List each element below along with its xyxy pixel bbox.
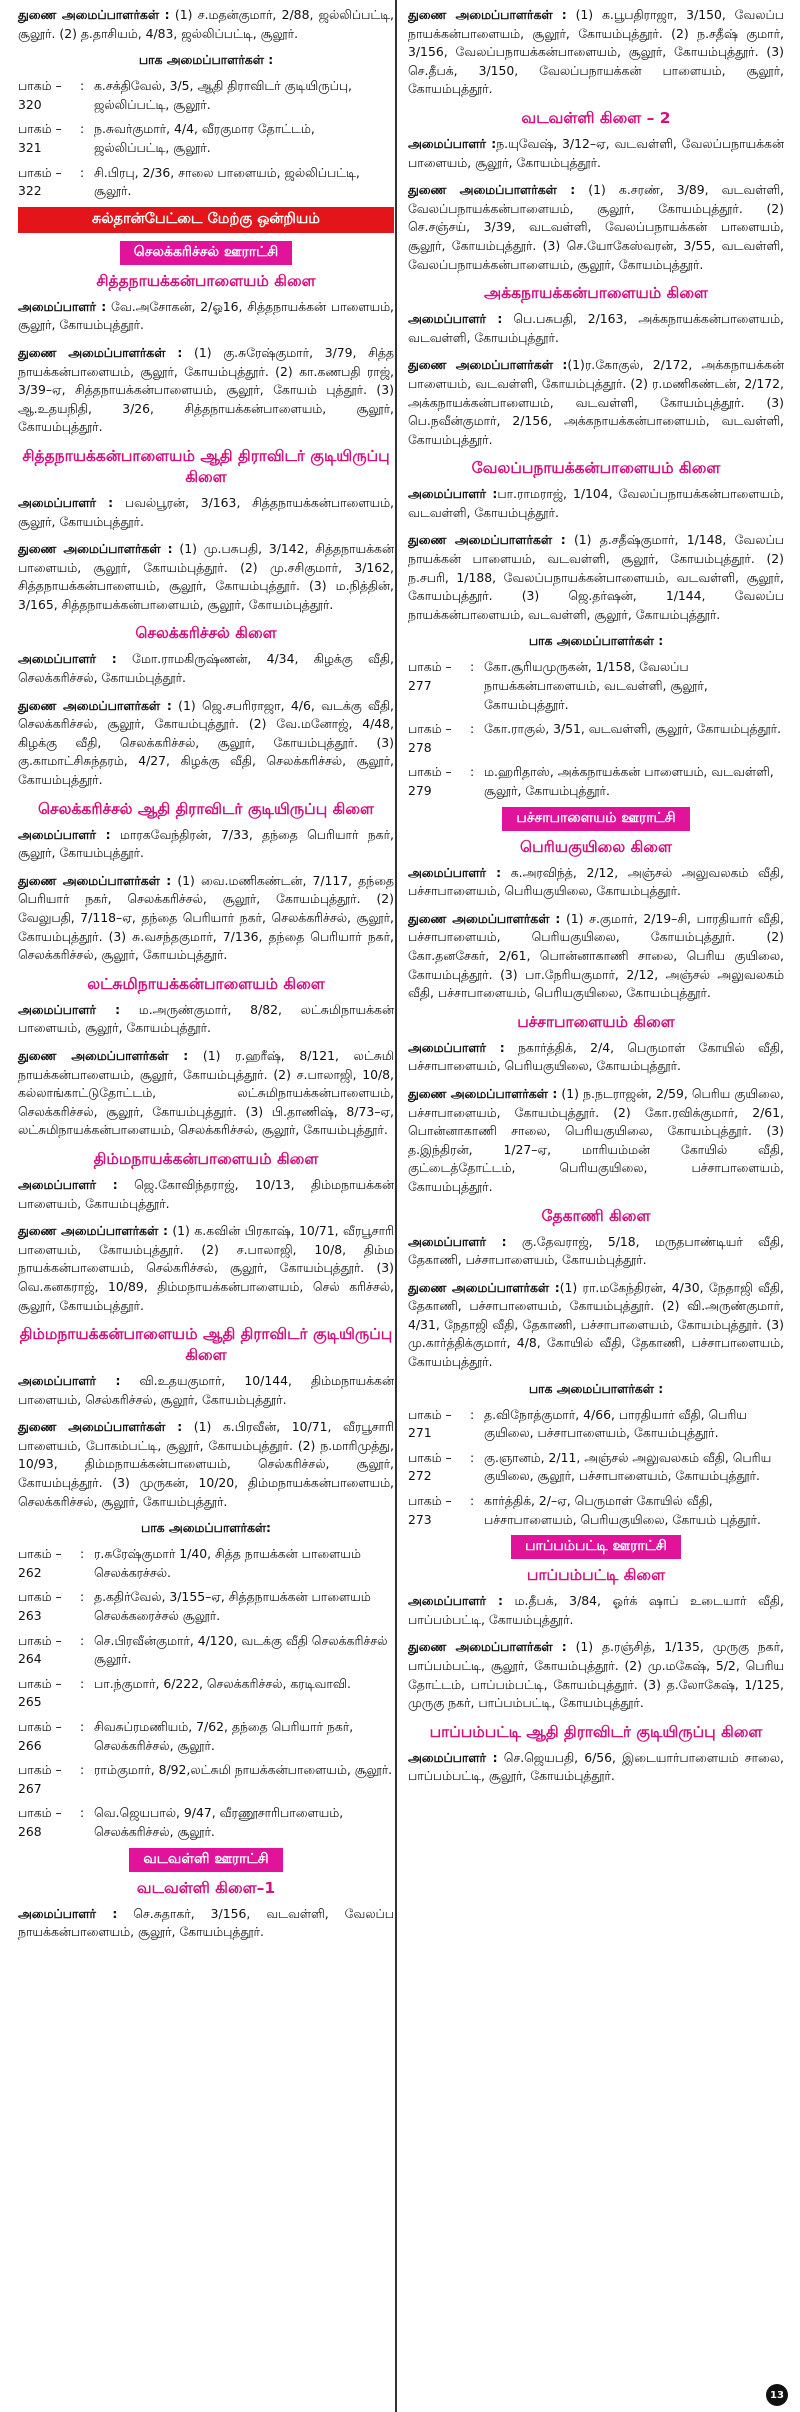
booth-row	[408, 658, 784, 714]
booth-heading: பாக அமைப்பாளர்கள்:	[140, 1520, 272, 1536]
booth-heading: பாக அமைப்பாளர்கள் :	[528, 1380, 664, 1396]
separator: :	[80, 1589, 85, 1605]
booth-number: பாகம் – 267	[18, 1762, 62, 1796]
panchayat-header: வடவள்ளி ஊராட்சி	[129, 1848, 282, 1872]
branch-title: சித்தநாயக்கன்பாளையம் கிளை	[96, 271, 316, 290]
organizer: அமைப்பாளர் : நகார்த்திக், 2/4, பெருமாள் கோயில் வீதி, பச்சாபாளையம், பெரியகுயிலை, கோயம்புத்தூர்.	[408, 1039, 784, 1074]
booth-organizer: பா.ந்குமார், 6/222, செலக்கரிச்சல், கரடிவாவி.	[94, 1675, 351, 1691]
organizer: அமைப்பாளர் : கு.தேவராஜ், 5/18, மருதபாண்டியர் வீதி, தேகாணி, பச்சாபாளையம், கோயம்புத்தூர்.	[408, 1233, 784, 1268]
separator: :	[80, 121, 85, 137]
booth-organizer: க.சக்திவேல், 3/5, ஆதி திராவிடர் குடியிருப்பு, ஜல்லிப்பட்டி, சூலூர்.	[94, 78, 352, 112]
deputy-organizers: துணை அமைப்பாளர்கள் : (1) க.பிரவீன், 10/71, வீரபூசாரி பாளையம், போகம்பட்டி, சூலூர், கோயம்புத்தூர். (2) ந.மாரிமுத்து, 10/93, திம்மநாயக்கன்பாளையம், செல்கரிச்சல், சூலூர், கோயம்புத்தூர். (3) முருகன், 10/20, திம்மநாயக்கன்பாளையம், செலக்கரிச்சல், சூலூர், கோயம்புத்தூர்.	[18, 1419, 394, 1509]
organizer: அமைப்பாளர் : ம.தீபக், 3/84, ஓர்க் ஷாப் உடையார் வீதி, பாப்பம்பட்டி, கோயம்புத்தூர்.	[408, 1593, 784, 1627]
booth-row	[408, 1492, 784, 1529]
booth-organizer: கு.ஞானம், 2/11, அஞ்சல் அலுவலகம் வீதி, பெரிய குயிலை, சூலூர், பச்சாபாளையம், கோயம்புத்தூர்.	[484, 1449, 772, 1484]
organizer: அமைப்பாளர் : மோ.ராமகிருஷ்ணன், 4/34, கிழக்கு வீதி, செலக்கரிச்சல், கோயம்புத்தூர்.	[18, 651, 394, 686]
panchayat-header: பச்சாபாளையம் ஊராட்சி	[502, 807, 689, 831]
deputy-organizers: துணை அமைப்பாளர்கள் : (1) க.பூபதிராஜா, 3/150, வேலப்ப நாயக்கன்பாளையம், சூலூர், கோயம்புத்தூர். (2) ந.சதீஷ் குமார், 3/156, வேலப்பநாயக்கன்பாளையம், சூலூர், கோயம்புத்தூர். (3) செ.தீபக், 3/150, வேலப்பநாயக்கன் பாளையம், சூலூர், கோயம்புத்தூர்.	[408, 7, 784, 97]
booth-number: பாகம் – 272	[408, 1449, 452, 1484]
organizer: அமைப்பாளர் : வே.அசோகன், 2/ஓ16, சித்தநாயக்கன் பாளையம், சூலூர், கோயம்புத்தூர்.	[18, 298, 394, 333]
branch-title: வடவள்ளி கிளை–1	[136, 1878, 276, 1897]
branch-title: சித்தநாயக்கன்பாளையம் ஆதி திராவிடர் குடியிருப்பு கிளை	[22, 446, 390, 486]
booth-number: பாகம் – 266	[18, 1719, 62, 1753]
booth-organizer: ராம்குமார், 8/92,லட்சுமி நாயக்கன்பாளையம், சூலூர்.	[94, 1762, 393, 1778]
organizer: அமைப்பாளர் : மாரகவேந்திரன், 7/33, தந்தை பெரியார் நகர், சூலூர், கோயம்புத்தூர்.	[18, 826, 394, 861]
deputy-organizers: துணை அமைப்பாளர்கள் : (1) ர.ஹரீஷ், 8/121, லட்சுமி நாயக்கன்பாளையம், சூலூர், கோயம்புத்தூர். (2) ச.பாலாஜி, 10/8, கல்லாங்காட்டுதோட்டம், லட்சுமிநாயக்கன்பாளையம், செலக்கரிச்சல், சூலூர், கோயம்புத்தூர். (3) பி.தாணிஷ், 8/73–ஏ, லட்சுமிநாயக்கன்பாளையம், செலக்கரிச்சல், சூலூர், கோயம்புத்தூர்.	[18, 1047, 394, 1138]
deputy-organizers: துணை அமைப்பாளர்கள் : (1) ஜெ.சபரிராஜா, 4/6, வடக்கு வீதி, செலக்கரிச்சல், சூலூர், கோயம்புத்தூர். (2) வே.மனோஜ், 4/48, கிழக்கு வீதி, செலக்கரிச்சல், சூலூர், கோயம்புத்தூர். (3) கு.காமாட்சிசுந்தரம், 4/27, கிழக்கு வீதி, செலக்கரிச்சல், சூலூர், கோயம்புத்தூர்.	[18, 697, 394, 788]
organizer: அமைப்பாளர் : ஜெ.கோவிந்தராஜ், 10/13, திம்மநாயக்கன் பாளையம், கோயம்புத்தூர்.	[18, 1176, 394, 1211]
branch-title: செலக்கரிச்சல் ஆதி திராவிடர் குடியிருப்பு கிளை	[37, 799, 374, 818]
booth-number: பாகம் – 320	[18, 78, 62, 112]
panchayat-header: பாப்பம்பட்டி ஊராட்சி	[511, 1535, 681, 1559]
booth-list	[408, 658, 784, 800]
union-header: சுல்தான்பேட்டை மேற்கு ஒன்றியம்	[18, 207, 394, 233]
branch-title: பச்சாபாளையம் கிளை	[517, 1012, 675, 1031]
separator: :	[80, 78, 85, 94]
booth-row	[408, 1406, 784, 1443]
organizer: அமைப்பாளர் : வி.உதயகுமார், 10/144, திம்மநாயக்கன் பாளையம், செல்கரிச்சல், சூலூர், கோயம்புத்தூர்.	[18, 1373, 394, 1407]
branch-title: அக்கநாயக்கன்பாளையம் கிளை	[483, 284, 709, 303]
branch-title: திம்மநாயக்கன்பாளையம் ஆதி திராவிடர் குடியிருப்பு கிளை	[19, 1325, 393, 1365]
booth-number: பாகம் – 277	[408, 659, 452, 694]
booth-row	[408, 763, 784, 800]
booth-number: பாகம் – 278	[408, 721, 452, 755]
booth-row	[18, 1588, 394, 1625]
booth-organizer: கோ.ராகுல், 3/51, வடவள்ளி, சூலூர், கோயம்புத்தூர்.	[484, 721, 782, 737]
separator: :	[80, 164, 85, 180]
deputy-organizers: துணை அமைப்பாளர்கள் : (1) க.சரண், 3/89, வடவள்ளி, வேலப்பநாயக்கன்பாளையம், சூலூர், கோயம்புத்தூர். (2) செ.சஞ்சய், 3/39, வடவள்ளி, வேலப்பநாயக்கன் பாளையம், சூலூர், கோயம்புத்தூர். (3) செ.யோகேஸ்வரன், 3/55, வடவள்ளி, வேலப்பநாயக்கன்பாளையம், சூலூர், கோயம்புத்தூர்.	[408, 182, 785, 272]
booth-organizer: ம.ஹரிதாஸ், அக்கநாயக்கன் பாளையம், வடவள்ளி, சூலூர், கோயம்புத்தூர்.	[484, 764, 774, 798]
booth-row	[18, 1718, 394, 1755]
booth-row	[18, 164, 394, 201]
branch-title: திம்மநாயக்கன்பாளையம் கிளை	[93, 1149, 319, 1168]
panchayat-header: செலக்கரிச்சல் ஊராட்சி	[120, 241, 293, 265]
booth-row	[408, 720, 784, 757]
booth-list	[408, 1406, 784, 1530]
booth-list	[18, 1545, 394, 1841]
intro-deputies: துணை அமைப்பாளர்கள் : (1) ச.மதன்குமார், 2/88, ஜல்லிப்பட்டி, சூலூர். (2) த.தாசியம், 4/83, ஜல்லிப்பட்டி, சூலூர்.	[18, 7, 394, 41]
organizer: அமைப்பாளர் : ம.அருண்குமார், 8/82, லட்சுமிநாயக்கன் பாளையம், சூலூர், கோயம்புத்தூர்.	[18, 1001, 394, 1036]
page-number-badge: 13	[766, 2384, 788, 2406]
booth-heading: பாக அமைப்பாளர்கள் :	[138, 52, 274, 68]
organizer: அமைப்பாளர் : பெ.பசுபதி, 2/163, அக்கநாயக்கன்பாளையம், வடவள்ளி, கோயம்புத்தூர்.	[408, 311, 784, 345]
booth-number: பாகம் – 262	[18, 1546, 62, 1580]
booth-list	[18, 77, 394, 201]
booth-organizer: த.விநோத்குமார், 4/66, பாரதியார் வீதி, பெரிய குயிலை, பச்சாபாளையம், கோயம்புத்தூர்.	[484, 1406, 747, 1441]
separator: :	[80, 1805, 85, 1821]
organizer: அமைப்பாளர் : க.அரவிந்த், 2/12, அஞ்சல் அலுவலகம் வீதி, பச்சாபாளையம், பெரியகுயிலை, கோயம்புத்தூர்.	[408, 864, 784, 899]
booth-row	[18, 1632, 394, 1669]
booth-row	[18, 1761, 394, 1798]
booth-number: பாகம் – 321	[18, 121, 62, 155]
booth-organizer: கோ.சூரியமுருகன், 1/158, வேலப்ப நாயக்கன்பாளையம், வடவள்ளி, சூலூர், கோயம்புத்தூர்.	[484, 659, 708, 712]
organizer: அமைப்பாளர் :பா.ராமராஜ், 1/104, வேலப்பநாயக்கன்பாளையம், வடவள்ளி, கோயம்புத்தூர்.	[408, 486, 784, 520]
separator: :	[80, 1762, 85, 1778]
branch-title: லட்சுமிநாயக்கன்பாளையம் கிளை	[87, 974, 325, 993]
branch-title: வடவள்ளி கிளை – 2	[521, 108, 671, 127]
separator: :	[80, 1546, 85, 1562]
separator: :	[470, 1406, 475, 1422]
organizer: அமைப்பாளர் : செ.ஜெயபதி, 6/56, இடையார்பாளையம் சாலை, பாப்பம்பட்டி, சூலூர், கோயம்புத்தூர்.	[408, 1749, 784, 1784]
booth-heading: பாக அமைப்பாளர்கள் :	[528, 633, 664, 649]
right-column	[408, 6, 784, 1795]
booth-row	[408, 1449, 784, 1486]
organizer: அமைப்பாளர் : பவல்பூரன், 3/163, சித்தநாயக்கன்பாளையம், சூலூர், கோயம்புத்தூர்.	[18, 494, 394, 529]
deputy-organizers: துணை அமைப்பாளர்கள் : (1) த.சதீஷ்குமார், 1/148, வேலப்ப நாயக்கன் பாளையம், வடவள்ளி, சூலூர், கோயம்புத்தூர். (2) ந.சபரி, 1/188, வேலப்பநாயக்கன்பாளையம், வடவள்ளி, சூலூர், கோயம்புத்தூர். (3) ஜெ.தர்ஷன், 1/144, வேலப்ப நாயக்கன்பாளையம், வடவள்ளி, சூலூர், கோயம்புத்தூர்.	[408, 532, 785, 622]
deputy-organizers: துணை அமைப்பாளர்கள் : (1) கு.சுரேஷ்குமார், 3/79, சித்த நாயக்கன்பாளையம், சூலூர், கோயம்புத்தூர். (2) கா.கணபதி ராஜ், 3/39–ஏ, சித்தநாயக்கன்பாளையம், சூலூர், கோயம் புத்தூர். (3) ஆ.உதயநிதி, 3/26, சித்தநாயக்கன்பாளையம், சூலூர், கோயம்புத்தூர்.	[18, 344, 394, 435]
deputy-organizers: துணை அமைப்பாளர்கள் : (1) ச.குமார், 2/19–சி, பாரதியார் வீதி, பச்சாபாளையம், பெரியகுயிலை, கோயம்புத்தூர். (2) கோ.தனசேகர், 2/61, பொன்னாகாணி சாலை, பெரிய குயிலை, கோயம்புத்தூர். (3) பா.நேரியகுமார், 2/12, அஞ்சல் அலுவலகம் வீதி, பச்சாபாளையம், பெரியகுயிலை, கோயம்புத்தூர்.	[408, 910, 784, 1001]
separator: :	[470, 764, 475, 780]
booth-organizer: சி.பிரபு, 2/36, சாலை பாளையம், ஜல்லிப்பட்டி, சூலூர்.	[94, 164, 360, 199]
booth-number: பாகம் – 268	[18, 1805, 62, 1839]
booth-number: பாகம் – 263	[18, 1589, 62, 1624]
organizer: அமைப்பாளர் : செ.சுதாகர், 3/156, வடவள்ளி, வேலப்ப நாயக்கன்பாளையம், சூலூர், கோயம்புத்தூர்.	[18, 1905, 394, 1940]
separator: :	[80, 1719, 85, 1734]
branch-title: பெரியகுயிலை கிளை	[520, 837, 672, 856]
separator: :	[470, 1449, 475, 1465]
branch-title: வேலப்பநாயக்கன்பாளையம் கிளை	[471, 459, 721, 478]
deputy-organizers: துணை அமைப்பாளர்கள் :(1)ர.கோகுல், 2/172, அக்கநாயக்கன் பாளையம், வடவள்ளி, கோயம்புத்தூர். (2) ர.மணிகண்டன், 2/172, அக்கநாயக்கன்பாளையம், வடவள்ளி, கோயம்புத்தூர். (3) பெ.நவீன்குமார், 2/156, அக்கநாயக்கன்பாளையம், வடவள்ளி, கோயம்புத்தூர்.	[408, 357, 784, 447]
column-divider	[395, 0, 397, 2412]
booth-row	[18, 120, 394, 157]
booth-organizer: சிவசுப்ரமணியம், 7/62, தந்தை பெரியார் நகர், செலக்கரிச்சல், சூலூர்.	[94, 1719, 354, 1753]
left-column	[18, 6, 394, 1951]
booth-number: பாகம் – 322	[18, 164, 62, 199]
branch-title: பாப்பம்பட்டி ஆதி திராவிடர் குடியிருப்பு கிளை	[429, 1722, 763, 1741]
booth-row	[18, 1545, 394, 1582]
separator: :	[470, 721, 475, 737]
booth-number: பாகம் – 264	[18, 1632, 62, 1667]
branch-title: பாப்பம்பட்டி கிளை	[526, 1566, 666, 1585]
booth-organizer: வெ.ஜெயபால், 9/47, வீரணூசாரிபாளையம், செலக்கரிச்சல், சூலூர்.	[94, 1805, 344, 1839]
deputy-organizers: துணை அமைப்பாளர்கள் :(1) ரா.மகேந்திரன், 4/30, நேதாஜி வீதி, தேகாணி, பச்சாபாளையம், கோயம்புத்தூர். (2) வி.அருண்குமார், 4/31, நேதாஜி வீதி, தேகாணி, பச்சாபாளையம், கோயம்புத்தூர். (3) மு.கார்த்திக்குமார், 4/8, கோயில் வீதி, தேகாணி, பச்சாபாளையம், கோயம்புத்தூர்.	[408, 1279, 784, 1370]
booth-organizer: ர.சுரேஷ்குமார் 1/40, சித்த நாயக்கன் பாளையம் செலக்கரச்சல்.	[94, 1546, 361, 1580]
separator: :	[470, 1493, 475, 1509]
branch-title: செலக்கரிச்சல் கிளை	[135, 624, 277, 643]
booth-organizer: செ.பிரவீன்குமார், 4/120, வடக்கு வீதி செலக்கரிச்சல் சூலூர்.	[94, 1632, 388, 1667]
organizer: அமைப்பாளர் :ந.யுவேஷ், 3/12–ஏ, வடவள்ளி, வேலப்பநாயக்கன் பாளையம், சூலூர், கோயம்புத்தூர்.	[408, 135, 784, 170]
booth-row	[18, 1675, 394, 1712]
booth-organizer: த.கதிர்வேல், 3/155–ஏ, சித்தநாயக்கன் பாளையம் செலக்கரைச்சல் சூலூர்.	[94, 1589, 371, 1624]
separator: :	[80, 1675, 85, 1691]
booth-number: பாகம் – 271	[408, 1406, 452, 1441]
deputy-organizers: துணை அமைப்பாளர்கள் : (1) த.ரஞ்சித், 1/135, முருகு நகர், பாப்பம்பட்டி, சூலூர், கோயம்புத்தூர். (2) மு.மகேஷ், 5/2, பெரிய தோட்டம், பாப்பம்பட்டி, கோயம்புத்தூர். (3) த.லோகேஷ், 1/125, முருகு நகர், பாப்பம்பட்டி, கோயம்புத்தூர்.	[408, 1639, 784, 1711]
separator: :	[80, 1632, 85, 1648]
booth-row	[18, 1804, 394, 1841]
booth-organizer: கார்த்திக், 2/–ஏ, பெருமாள் கோயில் வீதி, பச்சாபாளையம், பெரியகுயிலை, கோயம் புத்தூர்.	[484, 1493, 761, 1527]
deputy-organizers: துணை அமைப்பாளர்கள் : (1) மு.பசுபதி, 3/142, சித்தநாயக்கன் பாளையம், சூலூர், கோயம்புத்தூர். (2) மு.சசிகுமார், 3/162, சித்தநாயக்கன்பாளையம், சூலூர், கோயம்புத்தூர். (3) ம.நித்தின், 3/165, சித்தநாயக்கன்பாளையம், சூலூர், கோயம்புத்தூர்.	[18, 541, 394, 612]
separator: :	[470, 659, 475, 675]
booth-number: பாகம் – 265	[18, 1675, 62, 1710]
branch-title: தேகாணி கிளை	[541, 1206, 651, 1225]
booth-number: பாகம் – 273	[408, 1493, 452, 1527]
booth-row	[18, 77, 394, 114]
booth-organizer: ந.சுவர்குமார், 4/4, வீரகுமார தோட்டம், ஜல்லிப்பட்டி, சூலூர்.	[94, 121, 315, 155]
deputy-organizers: துணை அமைப்பாளர்கள் : (1) ந.நடராஜன், 2/59, பெரிய குயிலை, பச்சாபாளையம், கோயம்புத்தூர். (2) கோ.ரவிக்குமார், 2/61, பொன்னாகாணி சாலை, பெரியகுயிலை, கோயம்புத்தூர். (3) த.இந்திரன், 1/27–ஏ, மாரியம்மன் கோயில் வீதி, குட்டைத்தோட்டம், பெரியகுயிலை, பச்சாபாளையம், கோயம்புத்தூர்.	[408, 1085, 784, 1194]
booth-number: பாகம் – 279	[408, 764, 452, 798]
deputy-organizers: துணை அமைப்பாளர்கள் : (1) க.கவின் பிரகாஷ், 10/71, வீரபூசாரி பாளையம், கோயம்புத்தூர். (2) ச.பாலாஜி, 10/8, திம்ம நாயக்கன்பாளையம், செல்கரிச்சல், சூலூர், கோயம்புத்தூர். (3) வெ.கனகராஜ், 10/89, திம்மநாயக்கன்பாளையம், செல் கரிச்சல், சூலூர், கோயம்புத்தூர்.	[18, 1223, 394, 1313]
deputy-organizers: துணை அமைப்பாளர்கள் : (1) வை.மணிகண்டன், 7/117, தந்தை பெரியார் நகர், செலக்கரிச்சல், சூலூர், கோயம்புத்தூர். (2) வேலுபதி, 7/118–ஏ, தந்தை பெரியார் நகர், செலக்கரிச்சல், சூலூர், கோயம்புத்தூர். (3) சு.வசந்தகுமார், 7/136, தந்தை பெரியார் நகர், செலக்கரிச்சல், சூலூர், கோயம்புத்தூர்.	[18, 872, 395, 963]
